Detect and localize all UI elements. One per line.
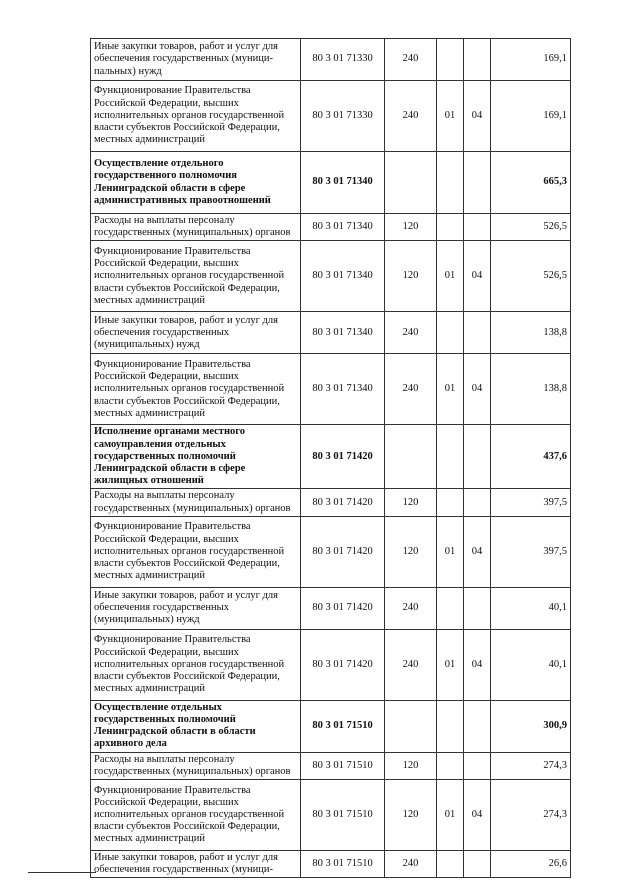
budget-item-name: Иные закупки товаров, работ и услуг для обеспечения государственных (муници-пальных) нужд [91, 39, 301, 81]
section-code [437, 312, 464, 354]
section-code: 01 [437, 81, 464, 152]
section-code [437, 152, 464, 214]
section-code [437, 752, 464, 779]
subsection-code [464, 312, 491, 354]
table-row [91, 489, 571, 516]
section-code [437, 425, 464, 489]
target-article-code: 80 3 01 71420 [301, 516, 385, 587]
amount-value: 40,1 [491, 587, 571, 629]
expense-type-code: 240 [385, 629, 437, 700]
target-article-code: 80 3 01 71510 [301, 752, 385, 779]
subsection-code: 04 [464, 354, 491, 425]
table-row [91, 241, 571, 312]
table-row [91, 629, 571, 700]
subsection-code [464, 214, 491, 241]
section-code [437, 214, 464, 241]
section-code: 01 [437, 516, 464, 587]
expense-type-code: 240 [385, 354, 437, 425]
budget-item-name: Иные закупки товаров, работ и услуг для обеспечения государственных (муниципальных) нужд [91, 312, 301, 354]
subsection-code [464, 39, 491, 81]
section-code: 01 [437, 354, 464, 425]
amount-value: 300,9 [491, 700, 571, 752]
budget-item-name: Функционирование Правительства Российской Федерации, высших исполнительных органов государственной власти субъектов Российской Федерации, местных администраций [91, 354, 301, 425]
budget-item-name: Функционирование Правительства Российской Федерации, высших исполнительных органов государственной власти субъектов Российской Федерации, местных администраций [91, 241, 301, 312]
table-row [91, 851, 571, 878]
amount-value: 274,3 [491, 780, 571, 851]
budget-item-name: Функционирование Правительства Российской Федерации, высших исполнительных органов государственной власти субъектов Российской Федерации, местных администраций [91, 516, 301, 587]
section-code: 01 [437, 780, 464, 851]
budget-item-name: Осуществление отдельного государственного полномочия Ленинградской области в сфере административных правоотношений [91, 152, 301, 214]
subsection-code: 04 [464, 241, 491, 312]
budget-item-name: Иные закупки товаров, работ и услуг для обеспечения государственных (муниципальных) нужд [91, 587, 301, 629]
target-article-code: 80 3 01 71340 [301, 354, 385, 425]
budget-item-name: Иные закупки товаров, работ и услуг для обеспечения государственных (муници- [91, 851, 301, 878]
budget-table [90, 38, 571, 878]
budget-item-name: Функционирование Правительства Российской Федерации, высших исполнительных органов государственной власти субъектов Российской Федерации, местных администраций [91, 81, 301, 152]
table-row [91, 587, 571, 629]
subsection-code [464, 851, 491, 878]
expense-type-code: 120 [385, 489, 437, 516]
amount-value: 169,1 [491, 81, 571, 152]
expense-type-code: 120 [385, 214, 437, 241]
section-code [437, 39, 464, 81]
table-row [91, 752, 571, 779]
expense-type-code: 120 [385, 241, 437, 312]
target-article-code: 80 3 01 71420 [301, 489, 385, 516]
amount-value: 26,6 [491, 851, 571, 878]
table-row [91, 425, 571, 489]
expense-type-code: 240 [385, 587, 437, 629]
table-row [91, 780, 571, 851]
target-article-code: 80 3 01 71510 [301, 851, 385, 878]
target-article-code: 80 3 01 71510 [301, 780, 385, 851]
budget-item-name: Функционирование Правительства Российской Федерации, высших исполнительных органов государственной власти субъектов Российской Федерации, местных администраций [91, 629, 301, 700]
budget-item-name: Расходы на выплаты персоналу государственных (муниципальных) органов [91, 214, 301, 241]
budget-item-name: Осуществление отдельных государственных полномочий Ленинградской области в области архивного дела [91, 700, 301, 752]
expense-type-code [385, 700, 437, 752]
target-article-code: 80 3 01 71340 [301, 312, 385, 354]
target-article-code: 80 3 01 71330 [301, 81, 385, 152]
expense-type-code: 120 [385, 752, 437, 779]
target-article-code: 80 3 01 71510 [301, 700, 385, 752]
budget-item-name: Расходы на выплаты персоналу государственных (муниципальных) органов [91, 752, 301, 779]
table-row [91, 214, 571, 241]
target-article-code: 80 3 01 71340 [301, 214, 385, 241]
subsection-code [464, 752, 491, 779]
amount-value: 274,3 [491, 752, 571, 779]
amount-value: 437,6 [491, 425, 571, 489]
expense-type-code: 240 [385, 851, 437, 878]
table-row [91, 312, 571, 354]
amount-value: 138,8 [491, 354, 571, 425]
subsection-code [464, 152, 491, 214]
expense-type-code: 240 [385, 39, 437, 81]
expense-type-code: 240 [385, 312, 437, 354]
target-article-code: 80 3 01 71420 [301, 425, 385, 489]
amount-value: 169,1 [491, 39, 571, 81]
target-article-code: 80 3 01 71340 [301, 241, 385, 312]
budget-table-body [91, 39, 571, 878]
amount-value: 526,5 [491, 241, 571, 312]
target-article-code: 80 3 01 71420 [301, 587, 385, 629]
subsection-code [464, 700, 491, 752]
amount-value: 665,3 [491, 152, 571, 214]
expense-type-code [385, 425, 437, 489]
subsection-code: 04 [464, 780, 491, 851]
table-row [91, 354, 571, 425]
budget-item-name: Функционирование Правительства Российской Федерации, высших исполнительных органов государственной власти субъектов Российской Федерации, местных администраций [91, 780, 301, 851]
target-article-code: 80 3 01 71420 [301, 629, 385, 700]
amount-value: 526,5 [491, 214, 571, 241]
section-code: 01 [437, 629, 464, 700]
subsection-code: 04 [464, 629, 491, 700]
subsection-code [464, 425, 491, 489]
budget-item-name: Исполнение органами местного самоуправления отдельных государственных полномочий Ленинградской области в сфере жилищных отношений [91, 425, 301, 489]
section-code [437, 489, 464, 516]
section-code [437, 851, 464, 878]
target-article-code: 80 3 01 71340 [301, 152, 385, 214]
amount-value: 397,5 [491, 489, 571, 516]
amount-value: 138,8 [491, 312, 571, 354]
table-row [91, 39, 571, 81]
section-code [437, 700, 464, 752]
expense-type-code [385, 152, 437, 214]
budget-item-name: Расходы на выплаты персоналу государственных (муниципальных) органов [91, 489, 301, 516]
subsection-code: 04 [464, 81, 491, 152]
section-code [437, 587, 464, 629]
subsection-code: 04 [464, 516, 491, 587]
table-row [91, 700, 571, 752]
subsection-code [464, 489, 491, 516]
section-code: 01 [437, 241, 464, 312]
expense-type-code: 120 [385, 780, 437, 851]
table-row [91, 516, 571, 587]
amount-value: 40,1 [491, 629, 571, 700]
target-article-code: 80 3 01 71330 [301, 39, 385, 81]
table-row [91, 81, 571, 152]
subsection-code [464, 587, 491, 629]
footnote-separator [28, 872, 96, 873]
expense-type-code: 240 [385, 81, 437, 152]
table-row [91, 152, 571, 214]
amount-value: 397,5 [491, 516, 571, 587]
expense-type-code: 120 [385, 516, 437, 587]
